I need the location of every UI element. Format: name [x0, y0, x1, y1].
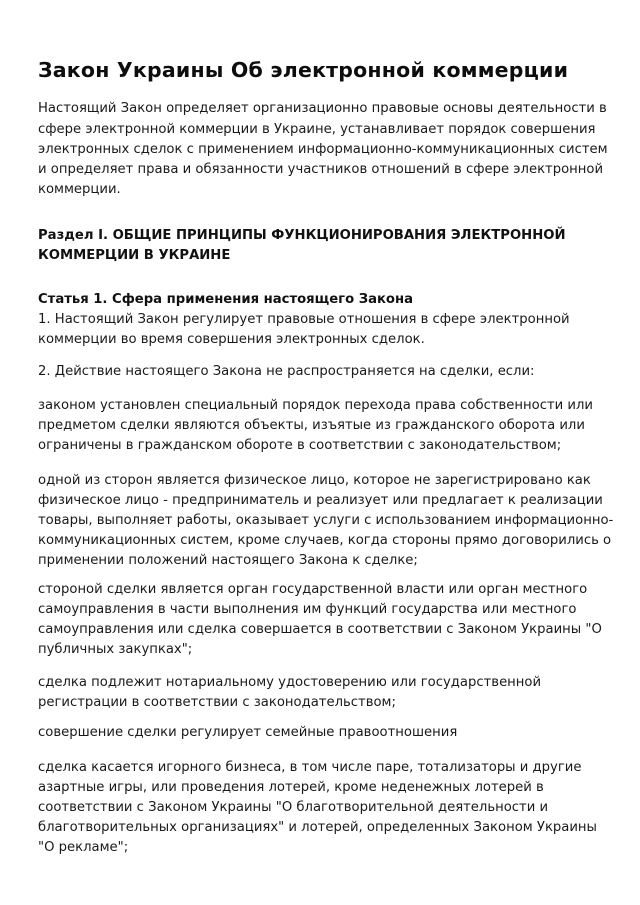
- text-line: самоуправления или сделка совершается в соответствии с Законом Украины "О: [38, 622, 602, 637]
- text-line: электронных сделок с применением информационно-коммуникационных систем: [38, 142, 608, 157]
- text-line: применении положений настоящего Закона к сделке;: [38, 553, 418, 568]
- text-line: законом установлен специальный порядок перехода права собственности или: [38, 398, 593, 413]
- text-line: самоуправления в части выполнения им функций государства или местного: [38, 602, 577, 617]
- text-line: предметом сделки являются объекты, изъятые из гражданского оборота или: [38, 418, 585, 433]
- document-title: Закон Украины Об электронной коммерции: [38, 58, 569, 82]
- text-line: Раздел I. ОБЩИЕ ПРИНЦИПЫ ФУНКЦИОНИРОВАНИЯ ЭЛЕКТРОННОЙ: [38, 228, 566, 243]
- text-line: КОММЕРЦИИ В УКРАИНЕ: [38, 248, 231, 263]
- text-line: стороной сделки является орган государственной власти или орган местного: [38, 582, 588, 597]
- text-line: публичных закупках";: [38, 642, 193, 657]
- text-line: коммерции.: [38, 182, 121, 197]
- text-line: соответствии с Законом Украины "О благотворительной деятельности и: [38, 800, 549, 815]
- text-line: ограничены в гражданском обороте в соответствии с законодательством;: [38, 438, 562, 453]
- text-line: азартные игры, или проведения лотерей, кроме неденежных лотерей в: [38, 780, 544, 795]
- text-line: сделка касается игорного бизнеса, в том числе паре, тотализаторы и другие: [38, 760, 582, 775]
- text-line: и определяет права и обязанности участников отношений в сфере электронной: [38, 162, 604, 177]
- text-line: регистрации в соответствии с законодательством;: [38, 695, 396, 710]
- text-line: сфере электронной коммерции в Украине, устанавливает порядок совершения: [38, 122, 596, 137]
- text-line: совершение сделки регулирует семейные правоотношения: [38, 725, 458, 740]
- text-line: благотворительных организациях" и лотерей, определенных Законом Украины: [38, 820, 597, 835]
- text-line: одной из сторон является физическое лицо, которое не зарегистрировано как: [38, 473, 591, 488]
- text-line: 1. Настоящий Закон регулирует правовые отношения в сфере электронной: [38, 312, 570, 327]
- text-line: коммуникационных систем, кроме случаев, когда стороны прямо договорились о: [38, 533, 612, 548]
- text-line: сделка подлежит нотариальному удостоверению или государственной: [38, 675, 542, 690]
- article-heading: Статья 1. Сфера применения настоящего Закона: [38, 292, 414, 307]
- text-line: Настоящий Закон определяет организационно правовые основы деятельности в: [38, 101, 607, 116]
- text-line: товары, выполняет работы, оказывает услуги с использованием информационно-: [38, 513, 614, 528]
- clause-2: 2. Действие настоящего Закона не распространяется на сделки, если:: [38, 364, 535, 379]
- text-line: "О рекламе";: [38, 840, 129, 855]
- text-line: физическое лицо - предприниматель и реализует или предлагает к реализации: [38, 493, 603, 508]
- text-line: коммерции во время совершения электронных сделок.: [38, 332, 425, 347]
